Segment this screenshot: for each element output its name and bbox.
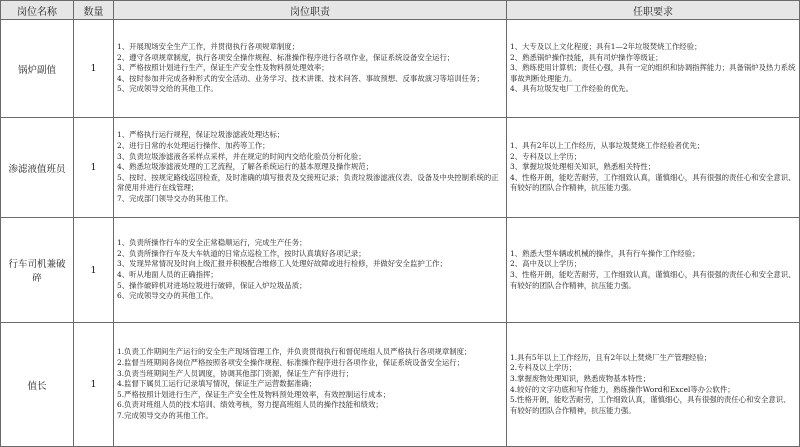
header-row xyxy=(1,1,800,20)
position-count: 1 xyxy=(74,20,114,118)
header-requirements: 任职要求 xyxy=(507,1,800,20)
requirements-cell xyxy=(507,20,800,118)
duty-item: 1.负责工作期间生产运行的安全生产现场管理工作，并负责贯彻执行和督促班组人员严格执行各项规章制度； xyxy=(117,347,472,357)
header-duties: 岗位职责 xyxy=(114,1,507,20)
position-name: 行车司机兼破碎 xyxy=(1,218,74,323)
duty-item: 7、完成部门领导交办的其他工作。 xyxy=(117,193,233,203)
position-count: 1 xyxy=(74,118,114,218)
requirements-cell xyxy=(507,323,800,447)
header-count: 数量 xyxy=(74,1,114,20)
requirement-item: 2、高中及以上学历； xyxy=(510,259,582,269)
duty-item: 3、严格按照计划进行生产，保证生产安全性及物料预处理效率； xyxy=(117,63,329,73)
duty-item: 1、负责所操作行车的安全正常稳顺运行，完成生产任务； xyxy=(117,238,307,248)
duty-item: 2、负责所操作行车及大车轨道的日常点巡检工作，按时认真填好各项记录； xyxy=(117,248,366,258)
duties-cell xyxy=(114,118,507,218)
duty-item: 6.负责对班组人员的技术培训、绩效考核，努力提高班组人员的操作技能和绩效； xyxy=(117,400,383,410)
duty-item: 5、按时、按规定路线巡回检查，及时准确的填写报表及交接班记录；负责垃圾渗滤液仪表、设备及中央控制系统的正常使用并进行在线管理； xyxy=(117,172,499,193)
position-count: 1 xyxy=(74,218,114,323)
requirement-item: 2、熟悉锅炉操作技能，具有司炉操作等级证； xyxy=(510,52,663,62)
requirement-item: 2、专科及以上学历； xyxy=(510,151,582,161)
table-row xyxy=(1,323,800,447)
duty-item: 4、熟悉垃圾渗滤液处理的工艺流程，了解各系统运行的基本原理及操作规范； xyxy=(117,162,373,172)
duties-cell xyxy=(114,20,507,118)
requirement-item: 1、熟悉大型车辆或机械的操作，具有行车操作工作经验； xyxy=(510,248,700,258)
duty-item: 7.完成领导交办的其他工作。 xyxy=(117,410,213,420)
requirement-item: 2.专科及以上学历； xyxy=(510,363,577,373)
requirement-item: 3、熟练使用计算机；责任心强，具有一定的组织和协调指挥能力；具备锅炉及热力系统事故判断处理能力。 xyxy=(510,63,796,83)
header-position-name: 岗位名称 xyxy=(1,1,74,20)
duty-item: 1、开展现场安全生产工作，并贯彻执行各项规章制度； xyxy=(117,42,300,52)
duty-item: 4.监督下属员工运行记录填写情况，保证生产运营数据准确； xyxy=(117,379,317,389)
position-name: 锅炉副值 xyxy=(1,20,74,118)
duties-cell xyxy=(114,323,507,447)
requirement-item: 3、掌握垃圾处理相关知识，熟悉相关特性； xyxy=(510,162,656,172)
requirement-item: 3、性格开朗，能吃苦耐劳，工作细致认真，谨慎细心，具有很强的责任心和安全意识、有较好的团队合作精神，抗压能力强。 xyxy=(510,270,796,290)
position-count: 1 xyxy=(74,323,114,447)
duty-item: 5、完成领导交给的其他工作。 xyxy=(117,84,218,94)
duty-item: 4、听从地面人员的正确指挥； xyxy=(117,270,218,279)
requirement-item: 4.较好的文字功底和写作能力，熟练操作Word和Excel等办公软件； xyxy=(510,384,735,394)
requirement-item: 4、性格开朗，能吃苦耐劳，工作细致认真，谨慎细心，具有很强的责任心和安全意识、有较好的团队合作精神，抗压能力强。 xyxy=(510,172,796,193)
position-name: 渗滤液值班员 xyxy=(1,118,74,218)
requirement-item: 3.掌握废物处理知识，熟悉废物基本特性； xyxy=(510,373,651,383)
requirement-item: 1、具有2年以上工作经历，从事垃圾焚烧工作经验者优先； xyxy=(510,141,705,151)
requirements-cell xyxy=(507,118,800,218)
table-row xyxy=(1,20,800,118)
duty-item: 2.监督当班期间各岗位严格按照各项安全操作规程、标准操作程序进行各项作业，保证系统设备安全运行； xyxy=(117,358,465,368)
requirement-item: 1.具有5年以上工作经历，且有2年以上焚烧厂生产管理经验； xyxy=(510,352,712,362)
duty-item: 3、负责垃圾渗滤液各采样点采样，并在规定的时间内交给化验员分析化验； xyxy=(117,151,366,161)
duty-item: 3.负责当班期间生产人员调度，协调其他部门资源，保证生产有序进行； xyxy=(117,368,354,378)
duty-item: 3、发现异常情况及时向上级汇报并积极配合维修工人处理好故障或进行检修，并做好安全监护工作； xyxy=(117,259,447,269)
requirements-cell xyxy=(507,218,800,323)
duty-item: 2、进行日常的水处理运行操作、加药等工作； xyxy=(117,141,270,151)
requirement-item: 5.性格开朗，能吃苦耐劳，工作细致认真，谨慎细心，具有很强的责任心和安全意识、有较好的团队合作精神，抗压能力强。 xyxy=(510,395,791,415)
position-name: 值长 xyxy=(1,323,74,447)
duties-cell xyxy=(114,218,507,323)
table-row xyxy=(1,118,800,218)
duty-item: 5.严格按照计划进行生产，保证生产安全性及物料预处理效率，有效控制运行成本； xyxy=(117,389,391,399)
requirement-item: 1、大专及以上文化程度；具有1—2年垃圾焚烧工作经验； xyxy=(510,42,702,52)
duty-item: 5、操作破碎机对进场垃圾进行破碎，保证入炉垃圾品质； xyxy=(117,280,307,290)
duty-item: 1、严格执行运行规程，保证垃圾渗滤液处理达标； xyxy=(117,130,285,140)
table-row xyxy=(1,218,800,323)
duty-item: 2、遵守各项规章制度，执行各项安全操作规程、标准操作程序进行各项作业，保证系统设备安全运行； xyxy=(117,52,455,62)
duty-item: 6、完成领导交办的其他工作。 xyxy=(117,291,218,301)
duty-item: 4、按时参加并完成各种形式的安全活动、业务学习、技术讲课、技术问答、事故预想、反事故演习等培训任务； xyxy=(117,73,484,83)
requirement-item: 4、具有垃圾发电厂工作经验的优先。 xyxy=(510,84,633,94)
